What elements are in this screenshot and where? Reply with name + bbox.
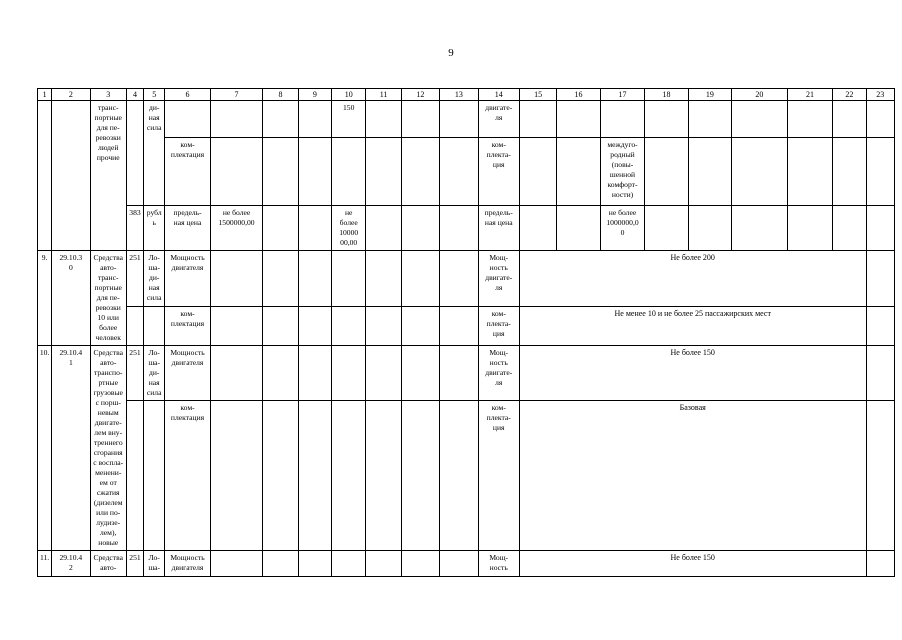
value-cell	[787, 138, 832, 206]
table-row	[38, 206, 895, 251]
column-number: 3	[90, 89, 126, 101]
value-cell	[332, 401, 366, 551]
value-cell	[298, 101, 331, 138]
okei-code-cell: 383	[126, 206, 143, 251]
column-number: 8	[263, 89, 298, 101]
table-row	[38, 551, 895, 577]
value-cell	[866, 138, 894, 206]
characteristic-cell: предель- ная цена	[165, 206, 210, 251]
page-number: 9	[448, 47, 454, 59]
table-row	[38, 346, 895, 401]
value-cell	[688, 101, 731, 138]
table-row	[38, 306, 895, 345]
unit-name-cell	[144, 306, 165, 345]
value-cell	[557, 138, 600, 206]
value-cell	[732, 101, 788, 138]
value-cell	[298, 401, 331, 551]
value-cell	[401, 251, 439, 307]
column-number: 18	[645, 89, 688, 101]
value-cell	[366, 346, 401, 401]
column-number: 21	[787, 89, 832, 101]
value-cell	[519, 206, 556, 251]
okpd-code-cell: 29.10.4 2	[52, 551, 90, 577]
value-cell: междуго- родный (повы- шенной комфорт- ности)	[600, 138, 644, 206]
column-number: 23	[866, 89, 894, 101]
value-cell	[440, 251, 478, 307]
column-number-row	[38, 89, 895, 101]
value-cell	[263, 206, 298, 251]
value-cell	[332, 551, 366, 577]
merged-value-cell: Не более 150	[519, 551, 866, 577]
value-cell	[263, 401, 298, 551]
column-number: 14	[478, 89, 519, 101]
okei-code-cell: 251	[126, 551, 143, 577]
value-cell	[645, 138, 688, 206]
okei-code-cell: 251	[126, 251, 143, 307]
value-cell	[688, 138, 731, 206]
okpd-code-cell: 29.10.4 1	[52, 346, 90, 551]
value-cell	[263, 306, 298, 345]
characteristic-cell: Мощность двигателя	[165, 551, 210, 577]
value-cell	[332, 138, 366, 206]
column-number: 7	[210, 89, 263, 101]
value-cell	[787, 101, 832, 138]
value-cell	[298, 251, 331, 307]
value-cell	[866, 401, 894, 551]
characteristic-cell: ком- плекта- ция	[478, 138, 519, 206]
column-number: 17	[600, 89, 644, 101]
okei-code-cell	[126, 101, 143, 206]
merged-value-cell: Базовая	[519, 401, 866, 551]
row-number-cell	[38, 101, 52, 251]
value-cell	[732, 138, 788, 206]
value-cell	[732, 206, 788, 251]
value-cell	[210, 101, 263, 138]
value-cell	[298, 551, 331, 577]
characteristic-cell: ком- плекта- ция	[478, 306, 519, 345]
column-number: 1	[38, 89, 52, 101]
characteristic-cell: Мощность двигателя	[165, 346, 210, 401]
value-cell	[440, 306, 478, 345]
table-row	[38, 401, 895, 551]
value-cell	[401, 206, 439, 251]
value-cell	[787, 206, 832, 251]
column-number: 12	[401, 89, 439, 101]
value-cell	[263, 346, 298, 401]
value-cell	[557, 101, 600, 138]
value-cell: не более 1000000,0 0	[600, 206, 644, 251]
value-cell	[866, 206, 894, 251]
value-cell	[263, 251, 298, 307]
unit-name-cell: Ло- ша- ди- ная сила	[144, 346, 165, 401]
value-cell	[366, 401, 401, 551]
characteristic-cell: ком- плектация	[165, 401, 210, 551]
row-number-cell: 10.	[38, 346, 52, 551]
characteristic-cell: Мощ- ность двигате- ля	[478, 251, 519, 307]
characteristic-cell: двигате- ля	[478, 101, 519, 138]
characteristic-cell: Мощ- ность двигате- ля	[478, 346, 519, 401]
column-number: 20	[732, 89, 788, 101]
column-number: 4	[126, 89, 143, 101]
characteristic-cell: Мощность двигателя	[165, 251, 210, 307]
value-cell	[366, 101, 401, 138]
value-cell	[833, 101, 866, 138]
value-cell	[440, 138, 478, 206]
column-number: 11	[366, 89, 401, 101]
value-cell	[210, 551, 263, 577]
value-cell	[401, 138, 439, 206]
value-cell	[440, 206, 478, 251]
column-number: 22	[833, 89, 866, 101]
value-cell	[210, 346, 263, 401]
value-cell	[600, 101, 644, 138]
okpd-code-cell	[52, 101, 90, 251]
value-cell	[332, 346, 366, 401]
value-cell	[366, 551, 401, 577]
value-cell	[866, 306, 894, 345]
value-cell	[401, 306, 439, 345]
table-row	[38, 251, 895, 307]
value-cell: не более 1500000,00	[210, 206, 263, 251]
product-name-cell: Средства авто-	[90, 551, 126, 577]
value-cell	[298, 306, 331, 345]
unit-name-cell: Ло- ша-	[144, 551, 165, 577]
value-cell	[833, 138, 866, 206]
product-name-cell: транс- портные для пе- ревозки людей прочие	[90, 101, 126, 251]
value-cell	[298, 346, 331, 401]
merged-value-cell: Не более 200	[519, 251, 866, 307]
value-cell	[210, 138, 263, 206]
product-name-cell: Средства авто- транс- портные для пе- ревозки 10 или более человек	[90, 251, 126, 346]
okei-code-cell: 251	[126, 346, 143, 401]
value-cell	[263, 138, 298, 206]
value-cell	[366, 138, 401, 206]
column-number: 13	[440, 89, 478, 101]
column-number: 15	[519, 89, 556, 101]
characteristic-cell: предель- ная цена	[478, 206, 519, 251]
characteristic-cell: Мощ- ность	[478, 551, 519, 577]
characteristic-cell: ком- плектация	[165, 306, 210, 345]
unit-name-cell: рубл ь	[144, 206, 165, 251]
value-cell	[401, 551, 439, 577]
value-cell	[210, 401, 263, 551]
value-cell	[833, 206, 866, 251]
column-number: 5	[144, 89, 165, 101]
value-cell	[366, 206, 401, 251]
value-cell	[263, 101, 298, 138]
value-cell	[440, 101, 478, 138]
value-cell: 150	[332, 101, 366, 138]
unit-name-cell	[144, 401, 165, 551]
value-cell	[210, 306, 263, 345]
unit-name-cell: ди- ная сила	[144, 101, 165, 206]
value-cell	[298, 206, 331, 251]
value-cell	[866, 101, 894, 138]
value-cell	[332, 306, 366, 345]
column-number: 6	[165, 89, 210, 101]
value-cell	[866, 251, 894, 307]
characteristic-cell	[165, 101, 210, 138]
value-cell	[440, 346, 478, 401]
okei-code-cell	[126, 306, 143, 345]
value-cell	[366, 306, 401, 345]
row-number-cell: 11.	[38, 551, 52, 577]
unit-name-cell: Ло- ша- ди- ная сила	[144, 251, 165, 307]
value-cell	[401, 101, 439, 138]
column-number: 19	[688, 89, 731, 101]
okpd-code-cell: 29.10.3 0	[52, 251, 90, 346]
merged-value-cell: Не менее 10 и не более 25 пассажирских мест	[519, 306, 866, 345]
value-cell	[366, 251, 401, 307]
column-number: 16	[557, 89, 600, 101]
value-cell	[401, 401, 439, 551]
value-cell	[557, 206, 600, 251]
value-cell	[263, 551, 298, 577]
value-cell	[645, 206, 688, 251]
value-cell	[866, 551, 894, 577]
value-cell	[519, 138, 556, 206]
okei-code-cell	[126, 401, 143, 551]
value-cell	[645, 101, 688, 138]
value-cell	[519, 101, 556, 138]
characteristic-cell: ком- плекта- ция	[478, 401, 519, 551]
value-cell	[440, 551, 478, 577]
value-cell	[688, 206, 731, 251]
specification-table	[37, 88, 895, 577]
merged-value-cell: Не более 150	[519, 346, 866, 401]
product-name-cell: Средства авто- транспо- ртные грузовые с порш- невым двигате- лем вну- треннего сгорания с воспла- менени- ем от сжатия (дизелем или по- лудизе- лем), новые	[90, 346, 126, 551]
row-number-cell: 9.	[38, 251, 52, 346]
characteristic-cell: ком- плектация	[165, 138, 210, 206]
value-cell	[401, 346, 439, 401]
value-cell: не более 10000 00,00	[332, 206, 366, 251]
value-cell	[440, 401, 478, 551]
table-row	[38, 101, 895, 138]
value-cell	[298, 138, 331, 206]
table-row	[38, 138, 895, 206]
value-cell	[866, 346, 894, 401]
column-number: 10	[332, 89, 366, 101]
column-number: 2	[52, 89, 90, 101]
value-cell	[210, 251, 263, 307]
column-number: 9	[298, 89, 331, 101]
value-cell	[332, 251, 366, 307]
